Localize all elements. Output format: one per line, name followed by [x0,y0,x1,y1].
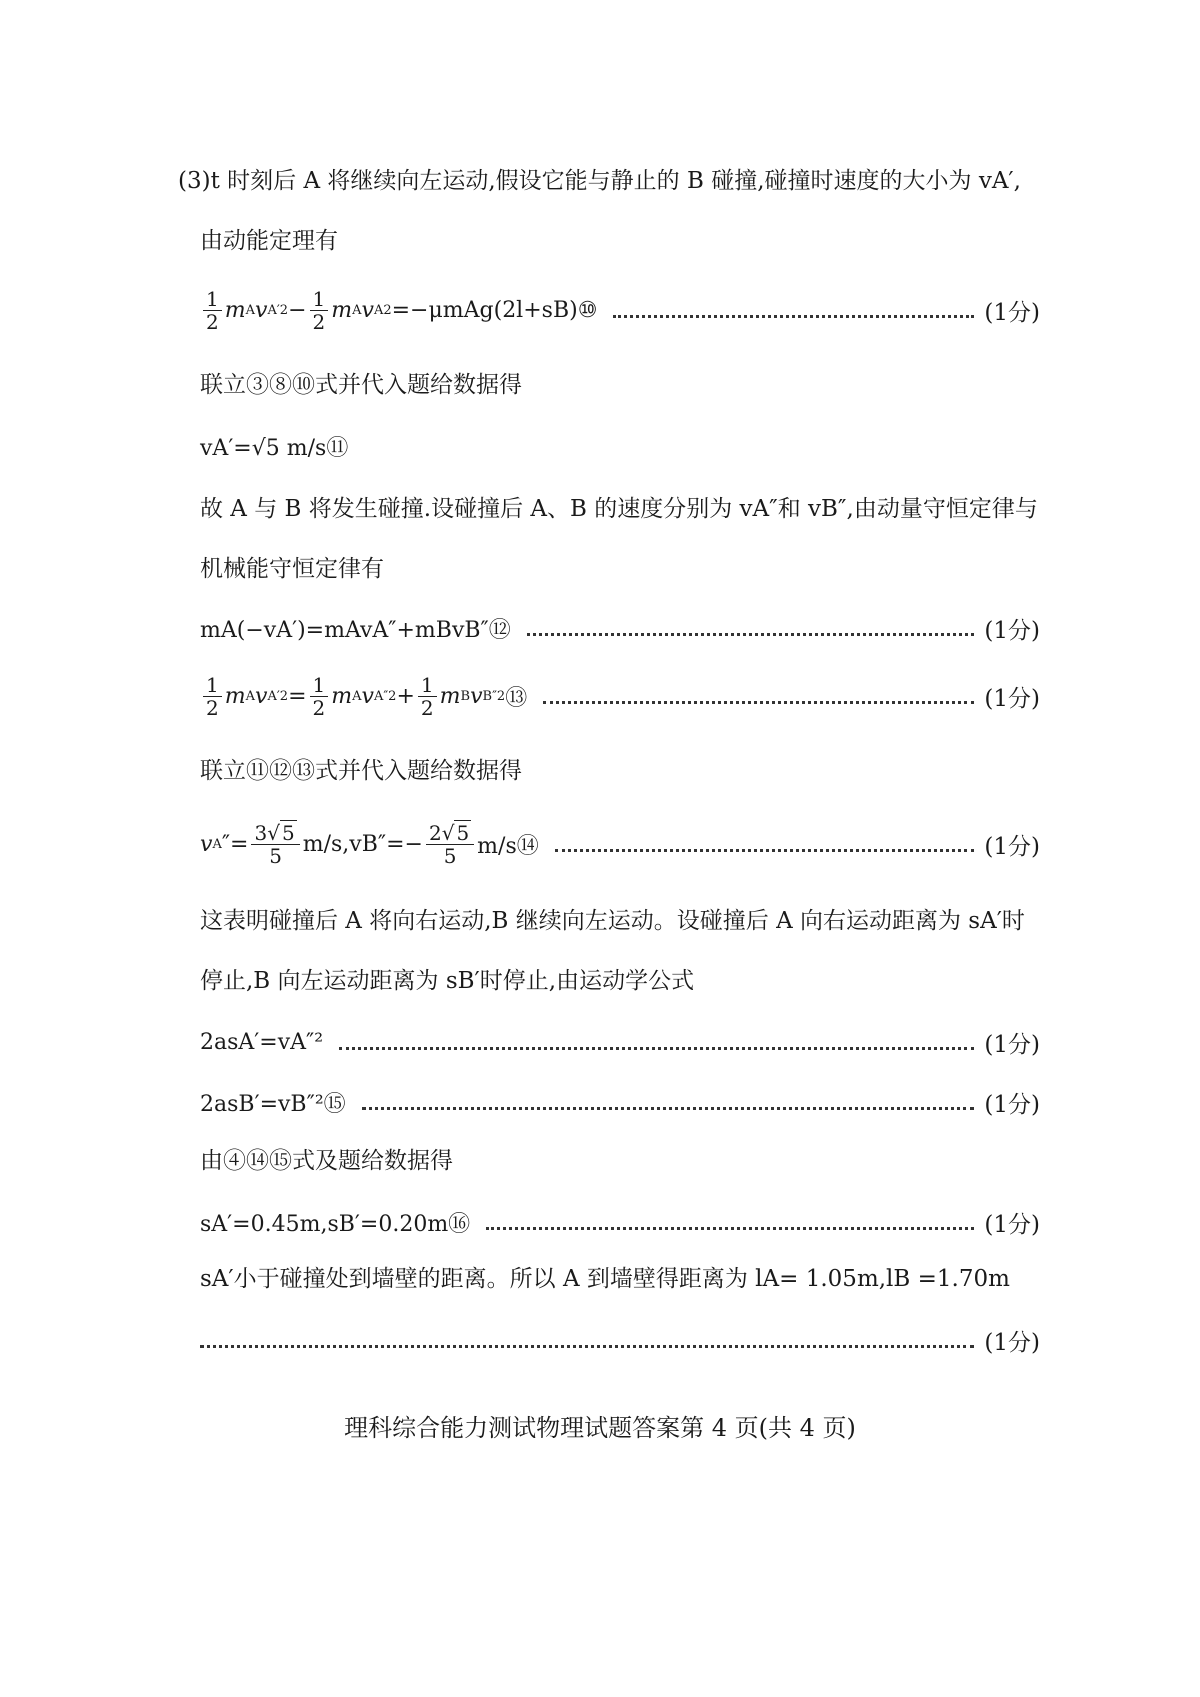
equation-12-line [200,612,1040,645]
paragraph-combine-2: 联立⑪⑫⑬式并代入题给数据得 [200,758,522,784]
equation-10-line [200,288,1040,333]
dot-leader [555,849,975,852]
paragraph-mech-energy: 机械能守恒定律有 [200,556,384,582]
equation-16: sA′=0.45m,sB′=0.20m⑯ [200,1212,471,1237]
paragraph-combine-1: 联立③⑧⑩式并代入题给数据得 [200,372,522,398]
dot-leader [613,315,974,318]
dot-leader [200,1345,974,1348]
equation-12: mA(−vA′)=mAvA″+mBvB″⑫ [200,618,511,643]
equation-14-unit-a: m/s,vB″=− [302,832,423,857]
score-label: (1分) [984,834,1040,860]
equation-15a-line [200,1026,1040,1059]
paragraph-kinetic-theorem: 由动能定理有 [200,228,338,254]
equation-11: vA′=√5 m/s⑪ [200,436,349,461]
paragraph-conclusion: sA′小于碰撞处到墙壁的距离。所以 A 到墙壁得距离为 lA= 1.05m,lB =1.70m [200,1266,1010,1292]
equation-14-line [200,822,1040,867]
score-label: (1分) [984,618,1040,644]
paragraph-collision: 故 A 与 B 将发生碰撞.设碰撞后 A、B 的速度分别为 vA″和 vB″,由动量守恒定律与 [200,496,1038,522]
equation-15b-line [200,1086,1040,1119]
final-score-line [200,1324,1040,1357]
score-label: (1分) [984,1212,1040,1238]
page-footer: 理科综合能力测试物理试题答案第 4 页(共 4 页) [344,1414,856,1442]
paragraph-intro: (3)t 时刻后 A 将继续向左运动,假设它能与静止的 B 碰撞,碰撞时速度的大小为 vA′, [178,168,1021,194]
score-label: (1分) [984,1330,1040,1356]
equation-14-unit-b: m/s⑭ [477,834,539,859]
dot-leader [486,1227,974,1230]
dot-leader [339,1047,974,1050]
equation-10: $\frac{1}{2}$ m A v A ′2 − $\frac{1}{2}$ m A v A 2 =−μmAg(2l+sB)⑩ [200,288,597,333]
score-label: (1分) [984,300,1040,326]
equation-15a: 2asA′=vA″² [200,1030,324,1055]
score-label: (1分) [984,1032,1040,1058]
equation-10-rest: =−μmAg(2l+sB)⑩ [391,298,598,323]
paragraph-motion-after: 这表明碰撞后 A 将向右运动,B 继续向左运动。设碰撞后 A 向右运动距离为 sA′时 [200,908,1025,934]
equation-13-line [200,674,1040,719]
score-label: (1分) [984,686,1040,712]
dot-leader [362,1107,975,1110]
dot-leader [543,701,974,704]
score-label: (1分) [984,1092,1040,1118]
dot-leader [527,633,975,636]
equation-15b: 2asB′=vB″²⑮ [200,1092,346,1117]
equation-14: v A ″= $\frac{3√ 5}{5}$ m/s,vB″=− $\frac{2√ 5}{5}$ m/s⑭ [200,821,539,868]
equation-13-mark: ⑬ [505,686,528,711]
paragraph-kinematics: 停止,B 向左运动距离为 sB′时停止,由运动学公式 [200,968,695,994]
equation-13: $\frac{1}{2}$ m A v A ′2 = $\frac{1}{2}$ m A v A ″2 + $\frac{1}{2}$ m B v B ″2 ⑬ [200,674,527,719]
equation-16-line [200,1206,1040,1239]
paragraph-combine-3: 由④⑭⑮式及题给数据得 [200,1148,453,1174]
